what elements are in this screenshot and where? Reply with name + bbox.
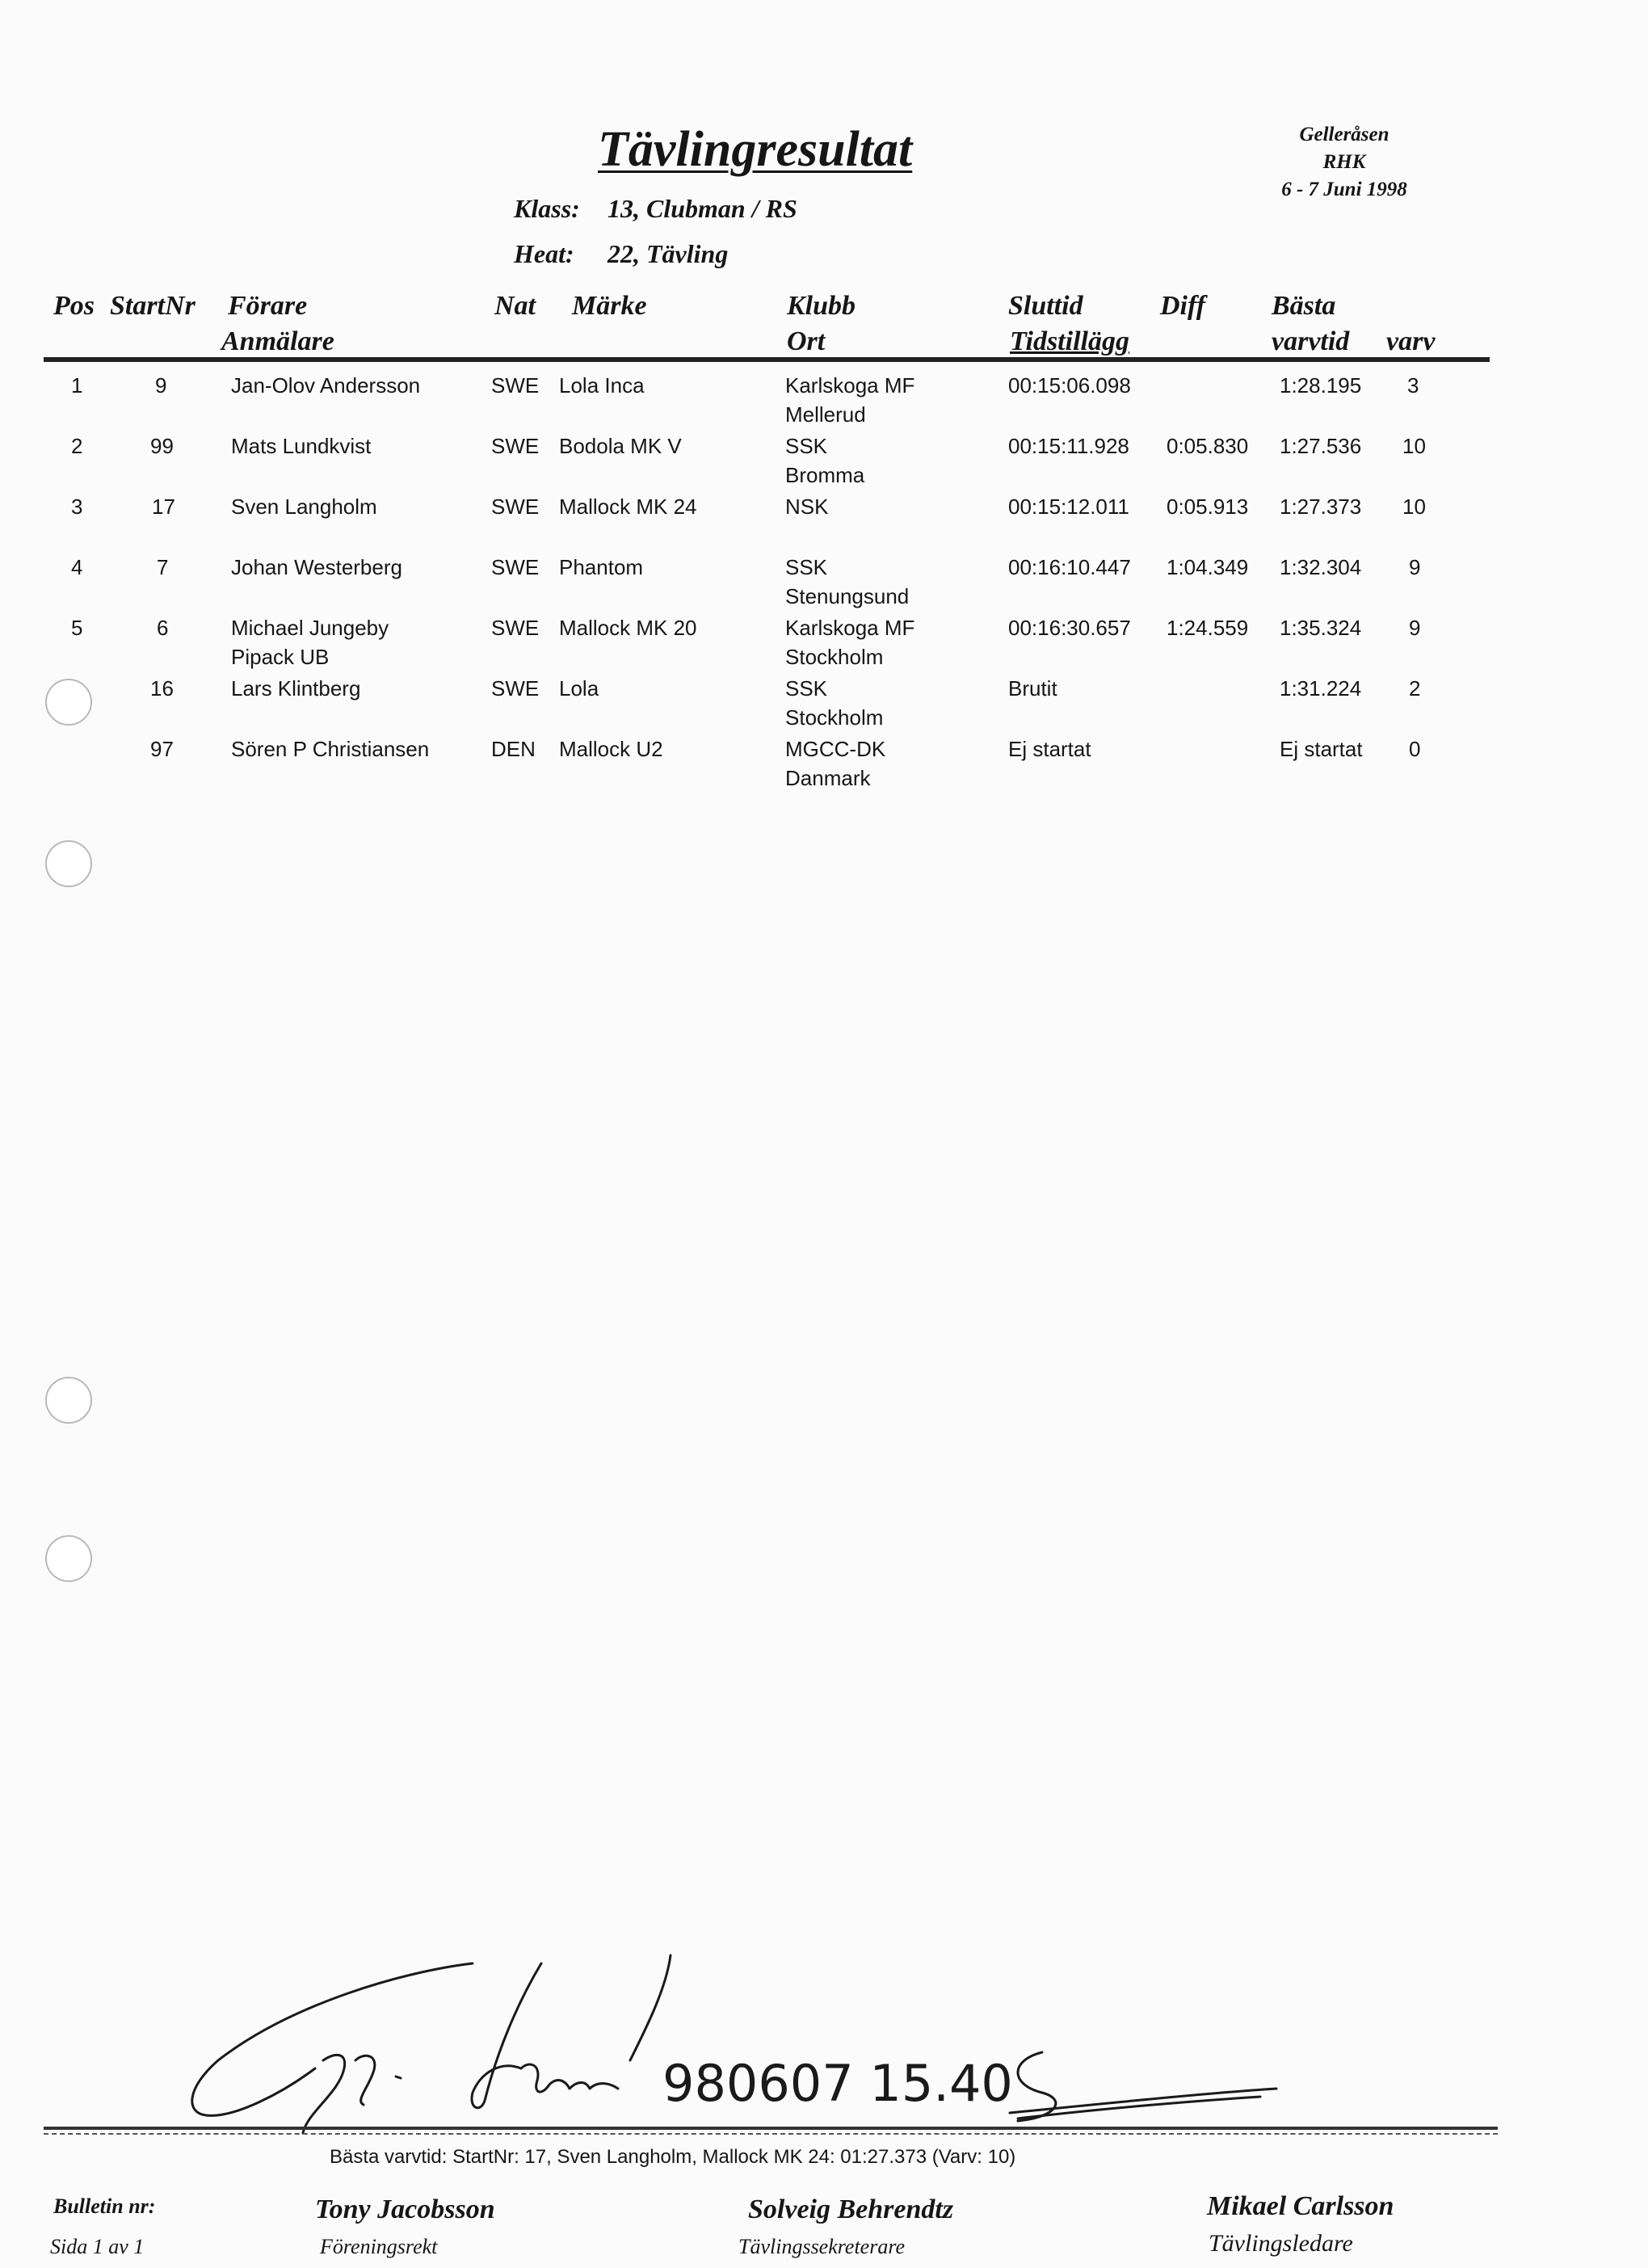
cell-make: Mallock U2 — [559, 737, 663, 761]
footer-dash-rule — [44, 2133, 1498, 2135]
cell-best: 1:35.324 — [1280, 616, 1362, 640]
cell-startnr: 16 — [150, 676, 174, 701]
footer-rule — [44, 2127, 1498, 2130]
cell-time: Ej startat — [1008, 737, 1091, 761]
cell-laps: 9 — [1409, 555, 1421, 579]
cell-town: Mellerud — [785, 402, 866, 427]
cell-startnr: 17 — [152, 494, 175, 519]
cell-make: Mallock MK 20 — [559, 616, 697, 640]
venue-date: 6 - 7 Juni 1998 — [1281, 179, 1407, 200]
official3-name: Mikael Carlsson — [1207, 2191, 1394, 2221]
cell-town: Danmark — [785, 766, 871, 790]
col-nat: Nat — [494, 291, 536, 321]
venue-block — [1239, 121, 1449, 204]
punch-hole — [45, 679, 92, 726]
official2-role: Tävlingssekreterare — [738, 2235, 906, 2258]
col-forare: Förare — [228, 291, 308, 321]
klass-label: Klass: — [514, 194, 580, 223]
col-tidstillagg: Tidstillägg — [1010, 326, 1129, 356]
cell-laps: 2 — [1409, 676, 1421, 701]
punch-hole — [45, 1377, 92, 1424]
cell-driver: Jan-Olov Andersson — [231, 373, 421, 398]
cell-best: 1:28.195 — [1280, 373, 1362, 398]
cell-make: Phantom — [559, 555, 644, 579]
cell-best: 1:27.373 — [1280, 494, 1362, 519]
cell-startnr: 7 — [157, 555, 169, 579]
heat-value: 22, Tävling — [607, 239, 729, 268]
cell-startnr: 6 — [157, 616, 169, 640]
cell-driver: Michael Jungeby — [231, 616, 389, 640]
cell-laps: 3 — [1407, 373, 1419, 398]
cell-make: Bodola MK V — [559, 434, 682, 458]
venue-name: Gelleråsen — [1299, 124, 1389, 145]
document-title: Tävlingresultat — [598, 122, 913, 177]
cell-time: 00:15:12.011 — [1008, 494, 1129, 519]
klass-value: 13, Clubman / RS — [607, 194, 797, 223]
cell-nat: SWE — [491, 616, 540, 640]
heat-label: Heat: — [514, 239, 574, 268]
punch-hole — [45, 1535, 92, 1582]
cell-best: Ej startat — [1280, 737, 1363, 761]
cell-best: 1:27.536 — [1280, 434, 1362, 458]
cell-best: 1:32.304 — [1280, 555, 1362, 579]
venue-organizer: RHK — [1322, 151, 1366, 173]
cell-nat: SWE — [491, 434, 540, 458]
cell-nat: SWE — [491, 494, 540, 519]
cell-time: Brutit — [1008, 676, 1057, 701]
best-lap-note: Bästa varvtid: StartNr: 17, Sven Langholm, Mallock MK 24: 01:27.373 (Varv: 10) — [330, 2146, 1016, 2168]
cell-driver: Mats Lundkvist — [231, 434, 372, 458]
cell-best: 1:31.224 — [1280, 676, 1362, 701]
cell-pos: 4 — [71, 555, 83, 579]
cell-laps: 10 — [1402, 494, 1426, 519]
handwritten-signature — [162, 1939, 1293, 2149]
punch-hole — [45, 840, 92, 887]
cell-diff: 0:05.830 — [1167, 434, 1249, 458]
cell-driver: Sven Langholm — [231, 494, 377, 519]
official2-name: Solveig Behrendtz — [748, 2194, 954, 2224]
official3-role: Tävlingsledare — [1209, 2230, 1353, 2257]
cell-club: Karlskoga MF — [785, 616, 915, 640]
cell-make: Lola — [559, 676, 599, 701]
cell-nat: SWE — [491, 555, 540, 579]
col-marke: Märke — [572, 291, 647, 321]
cell-pos: 3 — [71, 494, 83, 519]
cell-town: Stockholm — [785, 645, 884, 669]
cell-nat: SWE — [491, 373, 540, 398]
col-pos: Pos — [53, 291, 95, 321]
cell-club: MGCC-DK — [785, 737, 886, 761]
cell-diff: 1:04.349 — [1167, 555, 1249, 579]
cell-nat: SWE — [491, 676, 540, 701]
cell-nat: DEN — [491, 737, 536, 761]
cell-laps: 0 — [1409, 737, 1421, 761]
cell-driver: Lars Klintberg — [231, 676, 361, 701]
col-ort: Ort — [787, 326, 826, 356]
cell-make: Mallock MK 24 — [559, 494, 697, 519]
col-varvtid: varvtid — [1272, 326, 1350, 356]
bulletin-label: Bulletin nr: — [53, 2194, 156, 2218]
cell-town: Bromma — [785, 463, 865, 487]
cell-pos: 5 — [71, 616, 83, 640]
col-startnr: StartNr — [110, 291, 195, 321]
cell-startnr: 99 — [150, 434, 174, 458]
cell-diff: 0:05.913 — [1167, 494, 1249, 519]
header-rule — [44, 357, 1490, 362]
cell-town: Stockholm — [785, 705, 884, 730]
col-varv: varv — [1386, 326, 1436, 356]
cell-pos: 2 — [71, 434, 83, 458]
cell-time: 00:16:10.447 — [1008, 555, 1131, 579]
cell-entrant: Pipack UB — [231, 645, 330, 669]
col-anmalare: Anmälare — [221, 326, 334, 356]
cell-laps: 9 — [1409, 616, 1421, 640]
col-basta: Bästa — [1272, 291, 1336, 321]
cell-club: Karlskoga MF — [785, 373, 915, 398]
cell-club: SSK — [785, 676, 828, 701]
cell-club: SSK — [785, 434, 828, 458]
official1-role: Föreningsrekt — [320, 2235, 438, 2258]
official1-name: Tony Jacobsson — [315, 2194, 495, 2224]
col-diff: Diff — [1160, 291, 1206, 321]
cell-club: NSK — [785, 494, 829, 519]
page-label: Sida 1 av 1 — [50, 2235, 145, 2258]
cell-startnr: 9 — [155, 373, 167, 398]
col-sluttid: Sluttid — [1008, 291, 1083, 321]
cell-diff: 1:24.559 — [1167, 616, 1249, 640]
cell-time: 00:15:11.928 — [1008, 434, 1129, 458]
signature-date-text: 980607 15.40 — [662, 2054, 1013, 2113]
col-klubb: Klubb — [787, 291, 856, 321]
cell-time: 00:16:30.657 — [1008, 616, 1131, 640]
cell-club: SSK — [785, 555, 828, 579]
cell-startnr: 97 — [150, 737, 174, 761]
cell-laps: 10 — [1402, 434, 1426, 458]
cell-pos: 1 — [71, 373, 83, 398]
cell-driver: Sören P Christiansen — [231, 737, 430, 761]
cell-driver: Johan Westerberg — [231, 555, 402, 579]
cell-time: 00:15:06.098 — [1008, 373, 1131, 398]
cell-make: Lola Inca — [559, 373, 645, 398]
cell-town: Stenungsund — [785, 584, 910, 608]
